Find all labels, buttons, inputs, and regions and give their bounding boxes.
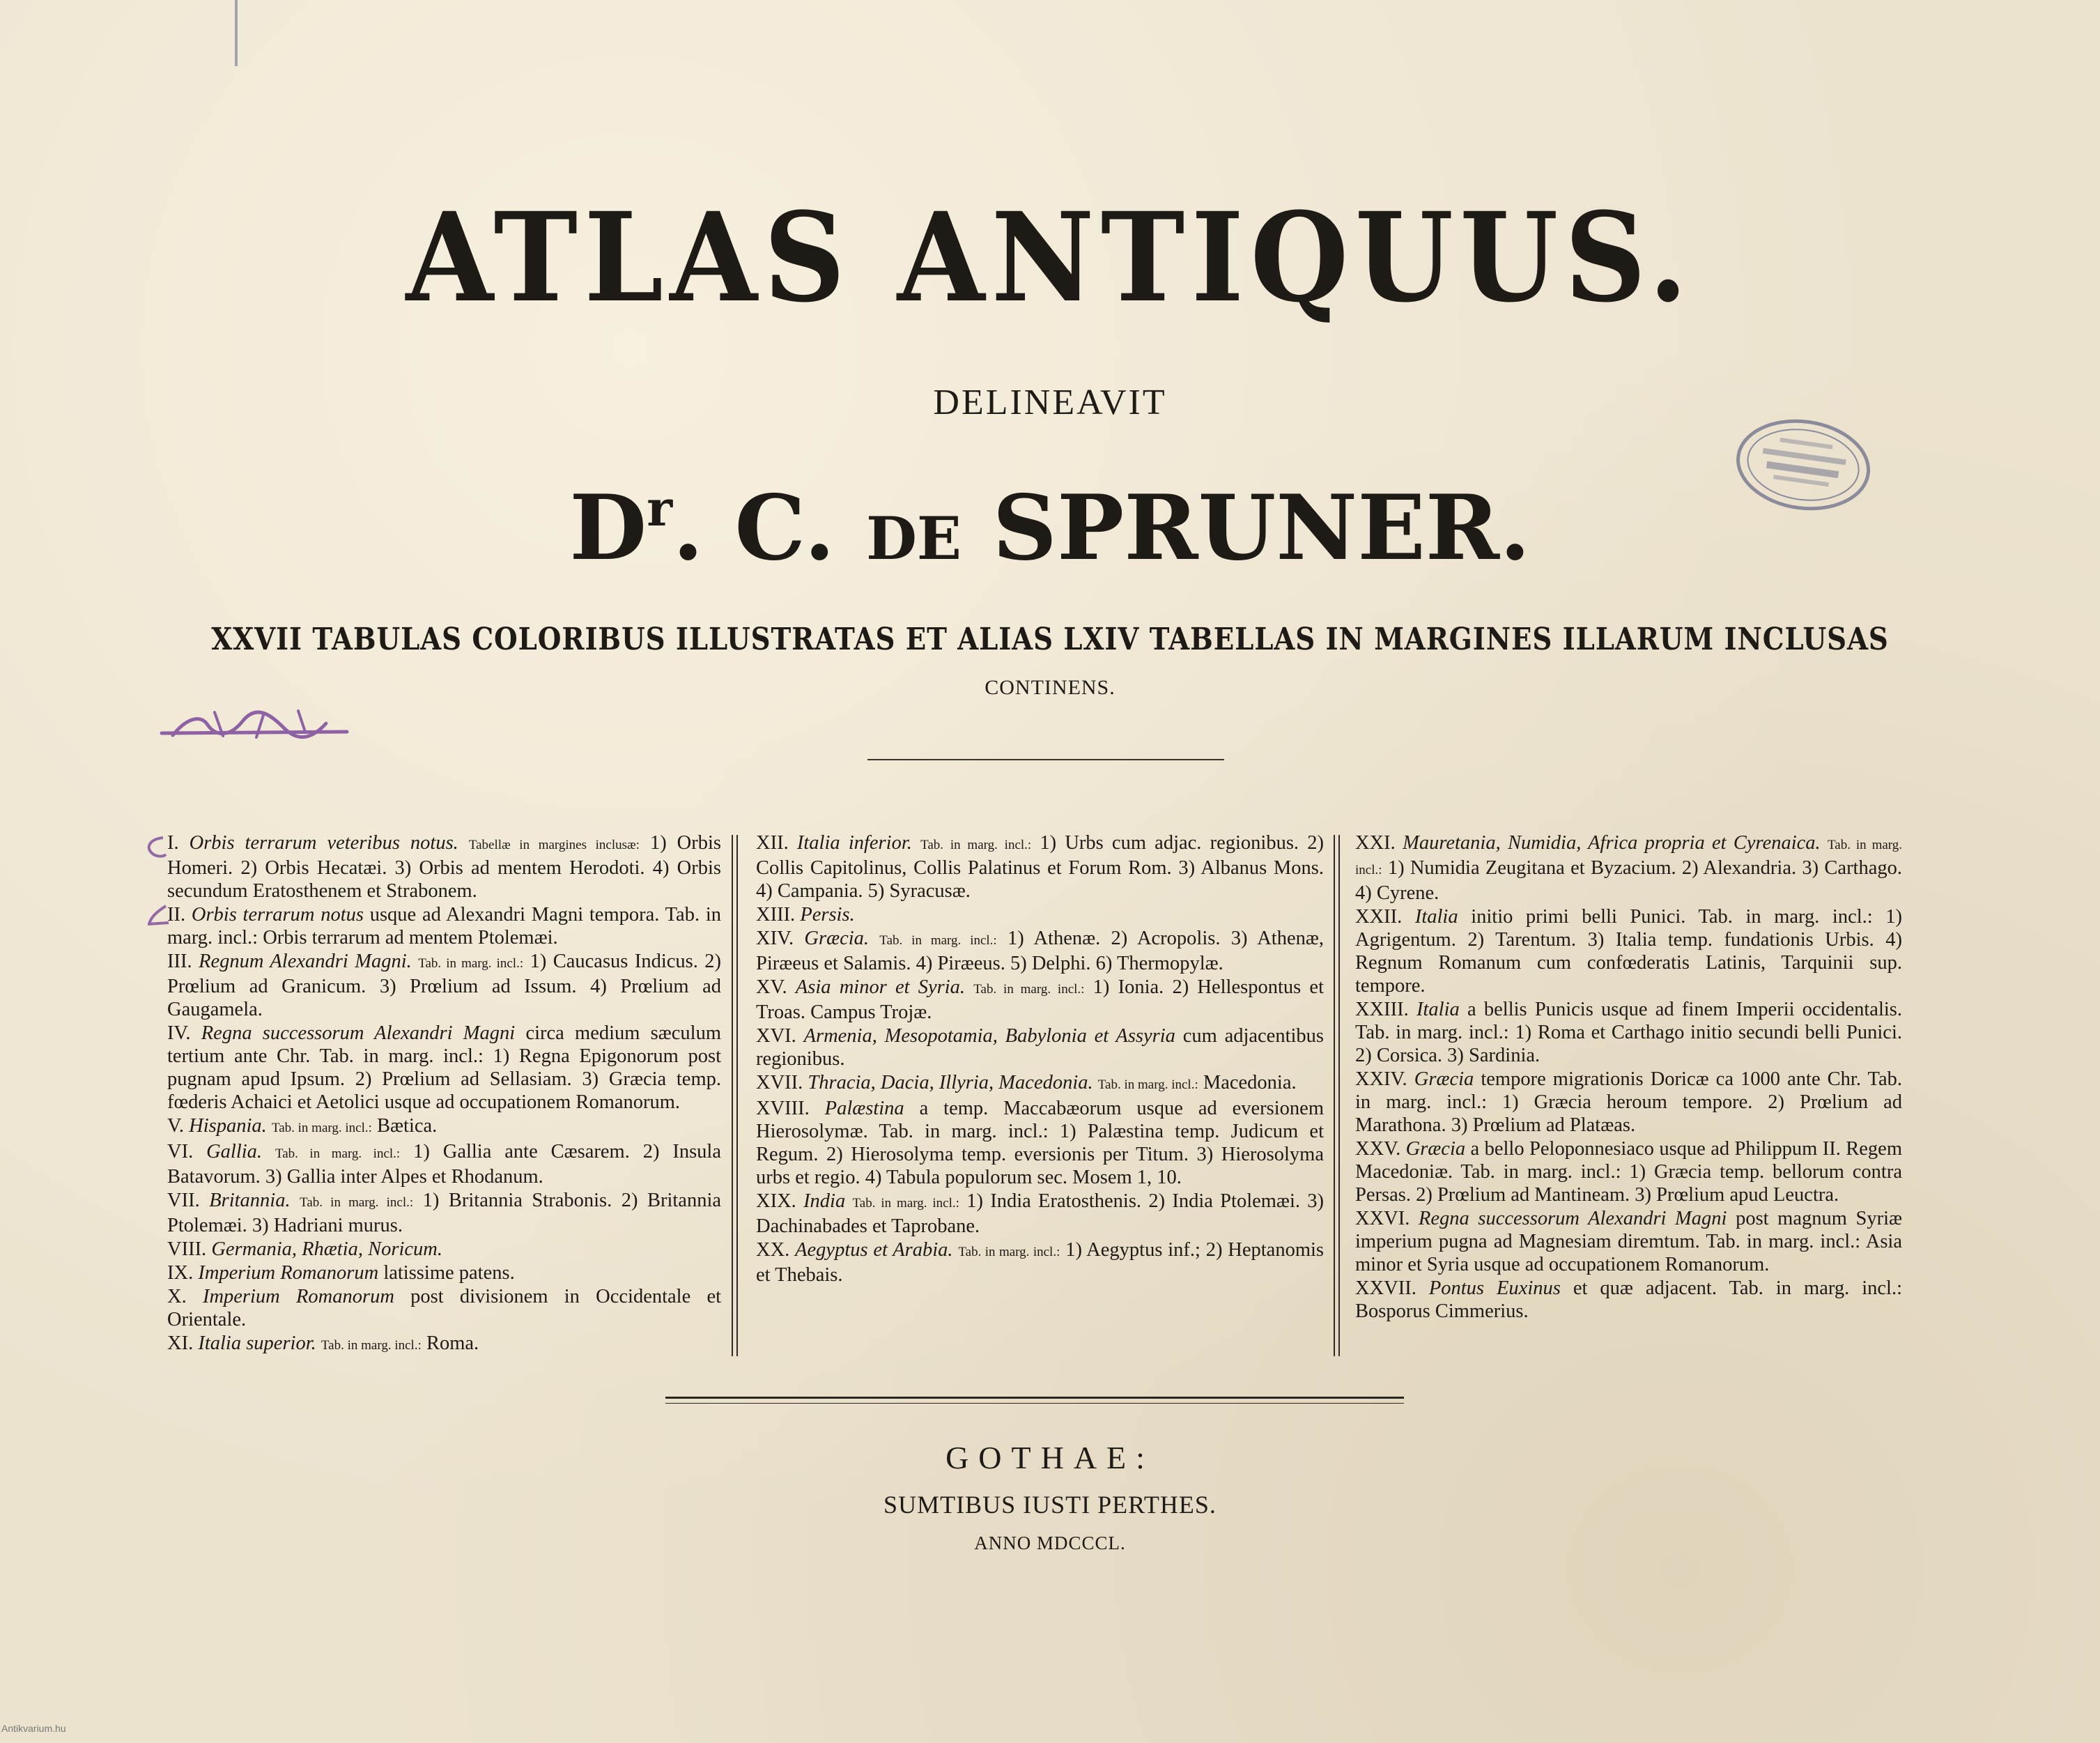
entry-name: Græcia — [1414, 1068, 1474, 1090]
entry-text: 1) Caucasus Indicus. 2) Prœlium ad Granicum. 3) Prœlium ad Issum. 4) Prœlium ad Gaugamela. — [167, 951, 722, 1020]
entry-text: 1) Athenæ. 2) Acropolis. 3) Athenæ, Piræeus et Salamis. 4) Piræeus. 5) Delphi. 6) Thermopylæ. — [756, 928, 1324, 974]
imprint-year: ANNO MDCCCL. — [974, 1533, 1126, 1553]
entry-tab-note: Tab. in marg. incl.: — [300, 1195, 414, 1210]
column-divider-1b — [736, 835, 738, 1356]
entry-name: Asia minor et Syria. — [795, 976, 966, 998]
entry-text: 1) Urbs cum adjac. regionibus. 2) Collis Capitolinus, Collis Palatinus et Forum Rom. 3) Albanus Mons. 4) Campania. 5) Syracusæ. — [756, 832, 1324, 902]
index-entry — [756, 1190, 1324, 1238]
entry-text: a bello Peloponnesiaco usque ad Philippum II. Regem Macedoniæ. Tab. in marg. incl.: 1) Græcia temp. bellorum contra Persas. 2) Prœlium ad Mantineam. 3) Prœlium apud Leuctra. — [1355, 1138, 1902, 1206]
margin-tick-mark — [145, 903, 173, 928]
entry-number: II. — [167, 904, 186, 926]
index-entry — [1355, 905, 1902, 997]
entry-text: cum adjacentibus regionibus. — [756, 1025, 1325, 1070]
imprint-place: GOTHAE: — [945, 1440, 1155, 1475]
entry-tab-note: Tab. in marg. incl.: — [973, 982, 1085, 997]
entry-tab-note: Tab. in marg. incl.: — [1097, 1077, 1198, 1092]
entry-number: XXV. — [1355, 1138, 1401, 1160]
entry-number: V. — [167, 1115, 185, 1137]
library-stamp — [1727, 406, 1879, 525]
index-entry — [756, 1071, 1324, 1096]
entry-text: 1) Aegyptus inf.; 2) Heptanomis et Thebais. — [756, 1239, 1324, 1286]
entry-text: tempore migrationis Doricæ ca 1000 ante Chr. Tab. in marg. incl.: 1) Græcia heroum tempore. 2) Prœlium ad Marathona. 3) Prœlium ad Platæas. — [1355, 1068, 1902, 1136]
entry-number: XI. — [167, 1333, 194, 1354]
index-entry — [167, 1140, 721, 1188]
entry-number: XVIII. — [756, 1098, 810, 1119]
entry-number: XX. — [756, 1239, 790, 1261]
index-entry — [756, 976, 1324, 1024]
index-entry — [756, 831, 1324, 903]
entry-tab-note: Tabellæ in margines inclusæ: — [468, 838, 640, 852]
entry-text: post divisionem in Occidentale et Orientale. — [167, 1286, 722, 1330]
entry-name: Græcia — [1405, 1138, 1466, 1160]
index-entry — [167, 1022, 721, 1114]
index-entry — [756, 927, 1324, 975]
entry-name: Armenia, Mesopotamia, Babylonia et Assyria — [803, 1025, 1175, 1047]
entry-name: Regna successorum Alexandri Magni — [201, 1022, 516, 1044]
entry-number: VI. — [167, 1141, 194, 1162]
paper-edge-mark — [235, 0, 238, 66]
index-entry — [167, 831, 721, 903]
entry-number: X. — [167, 1286, 187, 1307]
index-entry — [1355, 1137, 1902, 1206]
entry-number: I. — [167, 832, 179, 854]
entry-tab-note: Tab. in marg. incl.: — [1355, 838, 1903, 877]
entry-name: Palæstina — [824, 1098, 904, 1119]
entry-name: Italia superior. — [198, 1333, 316, 1354]
entry-number: XVI. — [756, 1025, 796, 1047]
index-column-3 — [1355, 831, 1902, 1323]
entry-number: IX. — [167, 1262, 194, 1284]
entry-name: Gallia. — [206, 1141, 263, 1162]
entry-number: VIII. — [167, 1238, 207, 1260]
entry-number: XXVII. — [1355, 1277, 1416, 1299]
entry-tab-note: Tab. in marg. incl.: — [852, 1196, 959, 1211]
entry-text: 1) Britannia Strabonis. 2) Britannia Ptolemæi. 3) Hadriani murus. — [167, 1190, 722, 1236]
entry-number: XXVI. — [1355, 1208, 1410, 1229]
entry-text: 1) Orbis Homeri. 2) Orbis Hecatæi. 3) Orbis ad mentem Herodoti. 4) Orbis secundum Eratosthenem et Strabonem. — [167, 832, 722, 902]
entry-tab-note: Tab. in marg. incl.: — [418, 956, 524, 971]
index-entry — [167, 1189, 721, 1237]
author-name-text: . C. — [672, 476, 867, 581]
entry-number: XXIV. — [1355, 1068, 1407, 1090]
entry-text: post magnum Syriæ imperium pugna ad Magnesiam diremtum. Tab. in marg. incl.: Asia minor et Syria usque ad occupationem Romanorum. — [1355, 1208, 1903, 1275]
entry-text: circa medium sæculum tertium ante Chr. Tab. in marg. incl.: 1) Regna Epigonorum post pugnam apud Ipsum. 2) Prœlium ad Sellasiam. 3) Græcia temp. fœderis Achaici et Aetolici usque ad occupationem Romanorum. — [167, 1022, 722, 1113]
entry-name: Mauretania, Numidia, Africa propria et Cyrenaica. — [1403, 832, 1821, 854]
corner-watermark: Antikvarium.hu — [1, 1723, 66, 1734]
delineavit-label: DELINEAVIT — [933, 383, 1167, 422]
entry-tab-note: Tab. in marg. incl.: — [271, 1121, 372, 1135]
index-entry — [1355, 998, 1902, 1067]
entry-number: XXI. — [1355, 832, 1396, 854]
entry-name: Orbis terrarum veteribus notus. — [189, 832, 458, 854]
entry-text: 1) Gallia ante Cæsarem. 2) Insula Batavorum. 3) Gallia inter Alpes et Rhodanum. — [167, 1141, 721, 1188]
entry-tab-note: Tab. in marg. incl.: — [275, 1146, 401, 1161]
index-entry — [167, 1114, 721, 1139]
entry-name: Imperium Romanorum — [202, 1286, 394, 1307]
entry-text: 1) Numidia Zeugitana et Byzacium. 2) Alexandria. 3) Carthago. 4) Cyrene. — [1355, 857, 1902, 904]
author-particle: DE — [866, 504, 962, 573]
entry-text: Macedonia. — [1203, 1072, 1297, 1093]
entry-number: VII. — [167, 1190, 200, 1211]
entry-name: Pontus Euxinus — [1428, 1277, 1561, 1299]
entry-tab-note: Tab. in marg. incl.: — [321, 1338, 422, 1353]
entry-text: et quæ adjacent. Tab. in marg. incl.: Bosporus Cimmerius. — [1355, 1277, 1902, 1322]
ornamental-rule-bottom — [665, 1397, 1404, 1404]
entry-tab-note: Tab. in marg. incl.: — [879, 933, 997, 948]
entry-number: XXIII. — [1355, 999, 1409, 1020]
entry-name: Thracia, Dacia, Illyria, Macedonia. — [808, 1072, 1093, 1093]
entry-text: 1) Ionia. 2) Hellespontus et Troas. Campus Trojæ. — [756, 976, 1324, 1023]
index-entry — [167, 1332, 721, 1357]
entry-text: a bellis Punicis usque ad finem Imperii occidentalis. Tab. in marg. incl.: 1) Roma et Carthago initio secundi belli Punici. 2) Corsica. 3) Sardinia. — [1355, 999, 1903, 1066]
entry-name: Germania, Rhætia, Noricum. — [211, 1238, 443, 1260]
entry-name: Aegyptus et Arabia. — [795, 1239, 953, 1261]
index-entry — [167, 903, 721, 949]
column-divider-2b — [1338, 835, 1340, 1356]
entry-text: latissime patens. — [383, 1262, 515, 1284]
page-title: ATLAS ANTIQUUS. — [406, 185, 1694, 330]
entry-name: Hispania. — [189, 1115, 267, 1137]
entry-number: XXII. — [1355, 906, 1403, 928]
entry-number: XII. — [756, 832, 789, 854]
entry-name: Italia — [1416, 999, 1460, 1020]
index-entry — [167, 1261, 721, 1284]
index-column-2 — [756, 831, 1324, 1287]
column-divider-2 — [1334, 835, 1335, 1356]
index-column-1 — [167, 831, 721, 1357]
index-entry — [1355, 1068, 1902, 1137]
entry-number: XIV. — [756, 928, 794, 949]
ornamental-rule-top — [867, 759, 1224, 760]
entry-number: XIII. — [756, 904, 796, 926]
entry-name: Italia inferior. — [796, 832, 912, 854]
column-divider-1 — [732, 835, 733, 1356]
entry-name: Imperium Romanorum — [198, 1262, 379, 1284]
entry-name: Persis. — [800, 904, 855, 926]
index-entry — [756, 903, 1324, 926]
entry-text: Bætica. — [377, 1115, 438, 1137]
index-entry — [756, 1097, 1324, 1189]
index-entry — [756, 1238, 1324, 1287]
index-entry — [1355, 1277, 1902, 1323]
index-entry — [1355, 1207, 1902, 1276]
handwritten-annotation — [159, 704, 354, 746]
entry-name: Regnum Alexandri Magni. — [199, 951, 412, 972]
index-entry — [167, 950, 721, 1021]
entry-name: Græcia. — [804, 928, 870, 949]
entry-text: usque ad Alexandri Magni tempora. Tab. in marg. incl.: Orbis terrarum ad mentem Ptolemæi. — [167, 904, 721, 949]
entry-number: IV. — [167, 1022, 191, 1044]
entry-text: a temp. Maccabæorum usque ad eversionem Hierosolymæ. Tab. in marg. incl.: 1) Palæstina temp. Judicum et Regum. 2) Hierosolyma temp. eversionis per Titum. 3) Hierosolyma urbs et regio. 4) Tabula populorum sec. Mosem 1, 10. — [756, 1098, 1324, 1188]
entry-tab-note: Tab. in marg. incl.: — [920, 838, 1032, 852]
entry-name: Regna successorum Alexandri Magni — [1418, 1208, 1727, 1229]
entry-number: XV. — [756, 976, 787, 998]
entry-name: Italia — [1414, 906, 1458, 928]
entry-text: Roma. — [426, 1333, 479, 1354]
continens-label: CONTINENS. — [985, 676, 1115, 699]
entry-name: Orbis terrarum notus — [191, 904, 364, 926]
entry-number: XVII. — [756, 1072, 803, 1093]
entry-name: Britannia. — [209, 1190, 291, 1211]
index-entry — [167, 1285, 721, 1331]
entry-text: 1) India Eratosthenis. 2) India Ptolemæi. 3) Dachinabades et Taprobane. — [756, 1190, 1325, 1237]
entry-number: XIX. — [756, 1190, 796, 1212]
subtitle: XXVII TABULAS COLORIBUS ILLUSTRATAS ET ALIAS LXIV TABELLAS IN MARGINES ILLARUM INCLUSAS — [211, 622, 1889, 657]
author-name: $D^r$. C. DE SPRUNER. — [569, 476, 1531, 581]
index-entry — [167, 1238, 721, 1261]
imprint-publisher: SUMTIBUS IUSTI PERTHES. — [883, 1491, 1217, 1519]
index-entry — [1355, 831, 1902, 905]
margin-tick-mark — [142, 834, 170, 861]
entry-number: III. — [167, 951, 192, 972]
entry-tab-note: Tab. in marg. incl.: — [958, 1245, 1060, 1259]
entry-text: initio primi belli Punici. Tab. in marg. incl.: 1) Agrigentum. 2) Tarentum. 3) Italia temp. fundationis Urbis. 4) Regnum Romanum cum confœderatis Latinis, Tarquinii sup. tempore. — [1355, 906, 1903, 997]
index-entry — [756, 1024, 1324, 1070]
entry-name: India — [803, 1190, 846, 1212]
